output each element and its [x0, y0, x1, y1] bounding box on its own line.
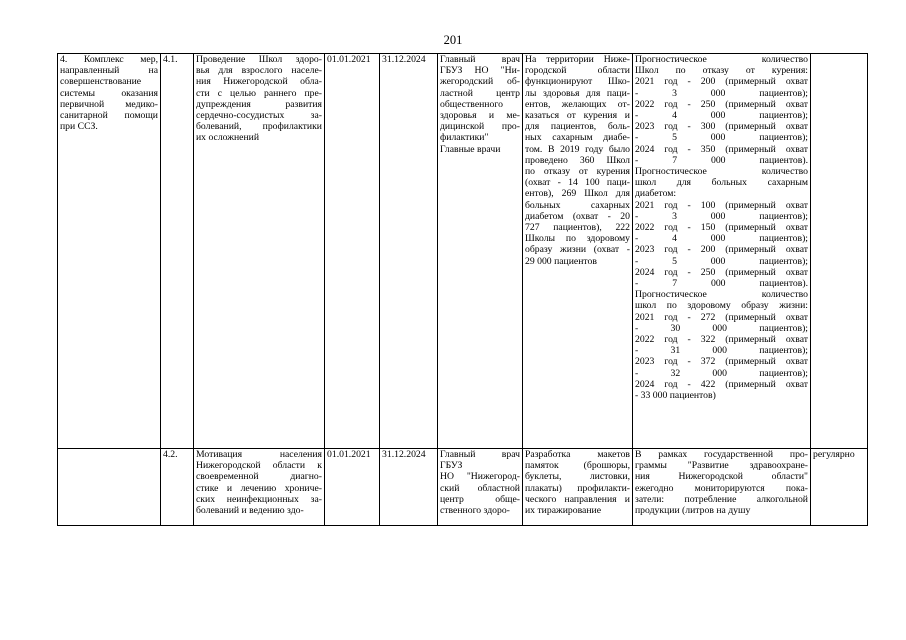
cell-text-line: НО "Нижегород- [440, 471, 520, 483]
cell-text-line: Проведение Школ здоро- [196, 54, 322, 65]
cell-text-line: их тиражирование [525, 505, 601, 517]
cell-text-line: Главный врач [440, 449, 520, 460]
cell-text-line: плакаты) профилакти- [525, 482, 630, 494]
cell-text-line: жегородский об- [440, 76, 520, 88]
cell-text-line: Прогностическое количество [635, 54, 808, 65]
cell-text-line: 2024 год - 250 (примерный охват [635, 266, 808, 278]
cell-text-line: 4.1. [163, 54, 178, 65]
cell-text-line: 29 000 пациентов [525, 255, 597, 267]
cell-text-line: - 31 000 пациентов); [635, 345, 808, 357]
cell-text-line: системы оказания [60, 87, 158, 99]
cell-text-line: Мотивация населения [196, 449, 322, 460]
period-cell [811, 54, 868, 449]
cell-text-line: диабетом (охват - 20 [525, 210, 630, 222]
cell-text-line: 2022 год - 322 (примерный охват [635, 334, 808, 346]
table-row [58, 54, 868, 449]
cell-text-line: совершенствование [60, 76, 142, 88]
cell-text-line: школ для больных сахарным [635, 177, 808, 189]
cell-text-line: направленный на [60, 65, 158, 77]
cell-text-line: по отказу от курения [525, 166, 630, 178]
start-date-cell [325, 449, 380, 526]
cell-text-line: - 32 000 пациентов); [635, 367, 808, 379]
cell-text-line: 31.12.2024 [382, 449, 426, 460]
cell-text-line: 2021 год - 200 (примерный охват [635, 76, 808, 88]
cell-text-line: затели: потребление алкогольной [635, 493, 808, 505]
cell-text-line: 2022 год - 150 (примерный охват [635, 222, 808, 234]
end-date-cell [380, 449, 438, 526]
cell-text-line: - 3 000 пациентов); [635, 87, 808, 99]
cell-text-line: 2021 год - 272 (примерный охват [635, 311, 808, 323]
cell-text-line: - 5 000 пациентов); [635, 255, 808, 267]
cell-text-line: вья для взрослого населе- [196, 65, 322, 77]
cell-text-line: ских неинфекционных за- [196, 493, 322, 505]
activity-name-cell [194, 54, 325, 449]
result-cell [523, 449, 633, 526]
cell-text-line: здоровья и ме- [440, 110, 520, 122]
table-row [58, 449, 868, 526]
start-date-cell [325, 54, 380, 449]
cell-text-line: 01.01.2021 [327, 54, 371, 65]
cell-text-line: - 7 000 пациентов). [635, 154, 808, 166]
cell-text-line: том. В 2019 году было [525, 143, 630, 155]
cell-text-line: ГБУЗ НО "Ни- [440, 65, 520, 77]
cell-text-line: продукции (литров на душу [635, 505, 751, 517]
cell-text-line: 2024 год - 422 (примерный охват [635, 378, 808, 390]
cell-text-line: 2023 год - 200 (примерный охват [635, 244, 808, 256]
task-cell [58, 449, 161, 526]
activity-name-cell [194, 449, 325, 526]
cell-text-line: - 7 000 пациентов). [635, 278, 808, 290]
cell-text-line: образу жизни (охват - [525, 244, 630, 256]
cell-text-line: Разработка макетов [525, 449, 630, 460]
cell-text-line: болеваний, профилактики [196, 121, 322, 133]
cell-text-line: 2021 год - 100 (примерный охват [635, 199, 808, 211]
cell-text-line: регулярно [813, 449, 855, 460]
cell-text-line: диабетом: [635, 188, 677, 200]
cell-text-line: В рамках государственной про- [635, 449, 808, 460]
cell-text-line: болеваний и ведению здо- [196, 505, 304, 517]
cell-text-line: санитарной помощи [60, 110, 158, 122]
cell-text-line: первичной медико- [60, 98, 158, 110]
cell-text-line: 2023 год - 372 (примерный охват [635, 356, 808, 368]
cell-text-line: 31.12.2024 [382, 54, 426, 65]
cell-text-line: ния Нижегородской области" [635, 471, 808, 483]
cell-text-line: Школ по отказу от курения: [635, 65, 808, 77]
cell-text-line: школ по здоровому образу жизни: [635, 300, 808, 312]
cell-text-line: Нижегородской области к [196, 460, 322, 472]
cell-text-line: сердечно-сосудистых за- [196, 110, 322, 122]
cell-text-line: для пациентов, боль- [525, 121, 630, 133]
cell-text-line: - 30 000 пациентов); [635, 322, 808, 334]
cell-text-line: Главные врачи [440, 143, 501, 155]
cell-text-line: Прогностическое количество [635, 289, 808, 301]
task-cell [58, 54, 161, 449]
cell-text-line: Школы по здоровому [525, 233, 630, 245]
cell-text-line: 4. Комплекс мер, [60, 54, 158, 65]
cell-text-line: больных сахарных [525, 199, 630, 211]
end-date-cell [380, 54, 438, 449]
cell-text-line: дицинской про- [440, 121, 520, 133]
item-number-cell [161, 54, 194, 449]
page-number: 201 [443, 33, 463, 47]
indicator-cell [633, 54, 811, 449]
cell-text-line: - 33 000 пациентов) [635, 390, 716, 402]
cell-text-line: Прогностическое количество [635, 166, 808, 178]
cell-text-line: 01.01.2021 [327, 449, 371, 460]
cell-text-line: 4.2. [163, 449, 178, 460]
cell-text-line: ственного здоро- [440, 505, 510, 517]
cell-text-line: 2024 год - 350 (примерный охват [635, 143, 808, 155]
indicator-cell [633, 449, 811, 526]
cell-text-line: стике и лечению хрониче- [196, 482, 322, 494]
cell-text-line: ентов, желающих от- [525, 98, 630, 110]
cell-text-line: при ССЗ. [60, 121, 98, 133]
cell-text-line: проведено 360 Школ [525, 154, 630, 166]
cell-text-line: ГБУЗ [440, 460, 463, 472]
cell-text-line: филактики" [440, 132, 489, 144]
cell-text-line: 2022 год - 250 (примерный охват [635, 98, 808, 110]
cell-text-line: казаться от курения и [525, 110, 630, 122]
cell-text-line: На территории Ниже- [525, 54, 630, 65]
cell-text-line: - 3 000 пациентов); [635, 210, 808, 222]
cell-text-line: буклеты, листовки, [525, 471, 630, 483]
responsible-cell [438, 449, 523, 526]
cell-text-line: ентов), 269 Школ для [525, 188, 630, 200]
cell-text-line: 727 пациентов), 222 [525, 222, 630, 234]
cell-text-line: общественного [440, 98, 503, 110]
activities-table [57, 53, 868, 526]
cell-text-line: дупреждения развития [196, 98, 322, 110]
cell-text-line: ческого направления и [525, 493, 630, 505]
cell-text-line: ский областной [440, 482, 520, 494]
cell-text-line: граммы "Развитие здравоохране- [635, 460, 808, 472]
cell-text-line: памяток (брошюры, [525, 460, 630, 472]
cell-text-line: Главный врач [440, 54, 520, 65]
responsible-cell [438, 54, 523, 449]
cell-text-line: (охват - 14 100 паци- [525, 177, 630, 189]
cell-text-line: 2023 год - 300 (примерный охват [635, 121, 808, 133]
cell-text-line: - 4 000 пациентов); [635, 110, 808, 122]
cell-text-line: их осложнений [196, 132, 260, 144]
cell-text-line: лы здоровья для паци- [525, 87, 630, 99]
period-cell [811, 449, 868, 526]
cell-text-line: - 4 000 пациентов); [635, 233, 808, 245]
cell-text-line: сти с целью раннего пре- [196, 87, 322, 99]
cell-text-line: ных сахарным диабе- [525, 132, 630, 144]
cell-text-line: функционируют Шко- [525, 76, 630, 88]
item-number-cell [161, 449, 194, 526]
cell-text-line: ния Нижегородской обла- [196, 76, 322, 88]
cell-text-line: ластной центр [440, 87, 520, 99]
cell-text-line: городской области [525, 65, 630, 77]
cell-text-line: ежегодно мониторируются пока- [635, 482, 808, 494]
cell-text-line: центр обще- [440, 493, 520, 505]
cell-text-line: - 5 000 пациентов); [635, 132, 808, 144]
result-cell [523, 54, 633, 449]
cell-text-line: своевременной диагно- [196, 471, 322, 483]
